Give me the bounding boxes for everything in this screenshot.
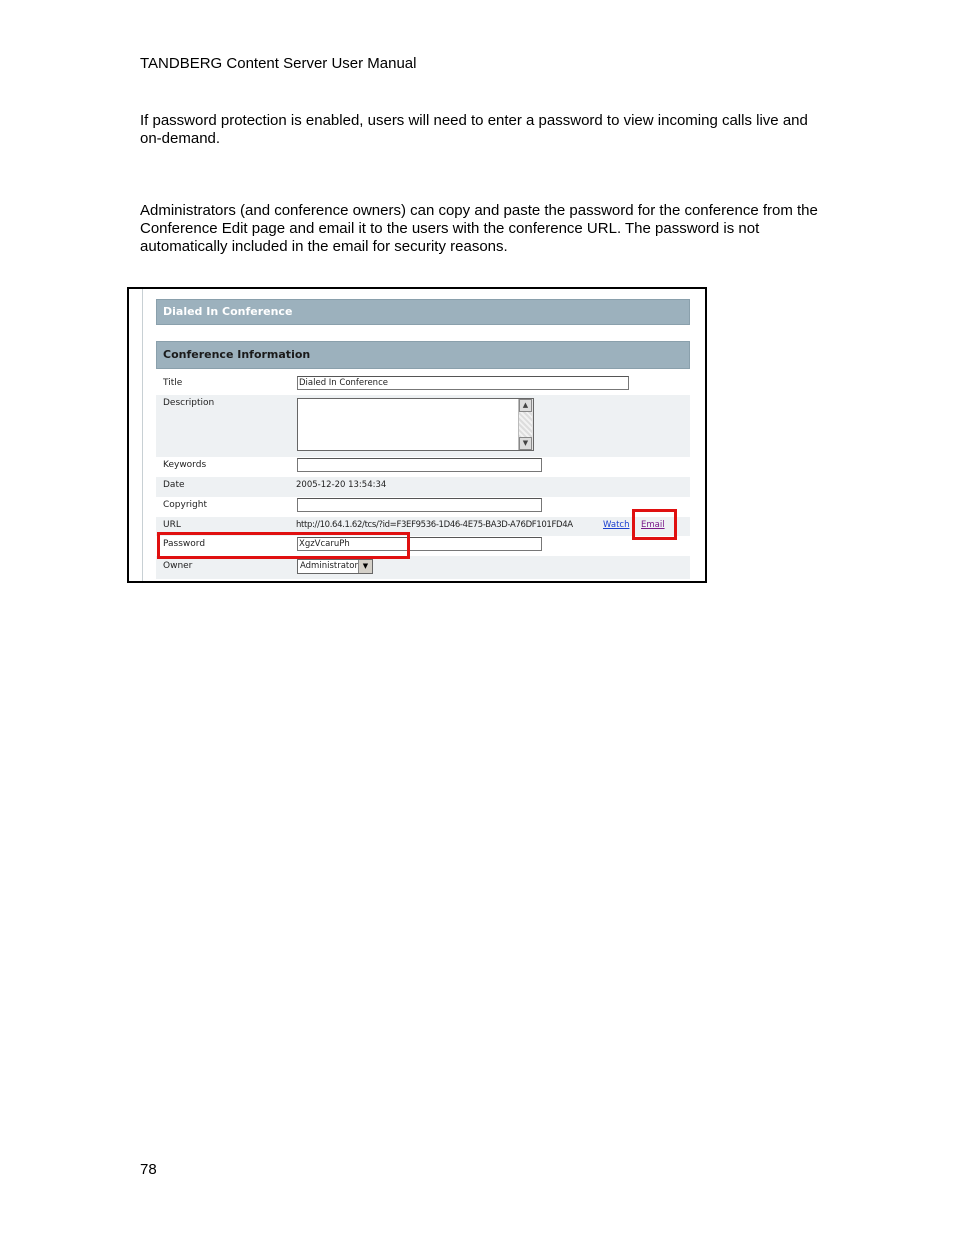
owner-selected-value: Administrator <box>300 561 358 571</box>
scroll-track[interactable] <box>519 412 532 437</box>
document-header: TANDBERG Content Server User Manual <box>140 55 417 72</box>
page-title: Dialed In Conference <box>156 299 690 325</box>
date-label: Date <box>163 480 185 490</box>
date-value: 2005-12-20 13:54:34 <box>296 480 387 490</box>
description-label: Description <box>163 398 215 408</box>
scroll-up-icon[interactable]: ▲ <box>519 399 532 412</box>
password-label: Password <box>163 539 206 549</box>
title-label: Title <box>163 378 183 388</box>
row-title <box>156 375 690 395</box>
section-title: Conference Information <box>156 341 690 369</box>
title-input[interactable]: Dialed In Conference <box>297 376 629 390</box>
row-url <box>156 517 690 536</box>
paragraph-password-protection: If password protection is enabled, users will need to enter a password to view incoming calls live and on-demand. <box>140 112 808 147</box>
row-password <box>156 536 690 556</box>
url-value: http://10.64.1.62/tcs/?id=F3EF9536-1D46-4E75-BA3D-A76DF101FD4A <box>296 520 573 530</box>
owner-label: Owner <box>163 561 193 571</box>
description-scrollbar[interactable] <box>518 399 533 450</box>
password-input[interactable]: XgzVcaruPh <box>297 537 542 551</box>
dropdown-arrow-icon[interactable]: ▼ <box>358 560 372 573</box>
url-label: URL <box>163 520 181 530</box>
row-keywords <box>156 457 690 477</box>
row-date <box>156 477 690 497</box>
scroll-down-icon[interactable]: ▼ <box>519 437 532 450</box>
keywords-input[interactable] <box>297 458 542 472</box>
description-textarea[interactable] <box>297 398 534 451</box>
keywords-label: Keywords <box>163 460 207 470</box>
copyright-label: Copyright <box>163 500 207 510</box>
page-number: 78 <box>140 1161 157 1178</box>
row-copyright <box>156 497 690 517</box>
row-owner <box>156 556 690 579</box>
owner-select[interactable] <box>297 559 373 574</box>
row-description <box>156 395 690 457</box>
email-link[interactable]: Email <box>641 520 665 530</box>
copyright-input[interactable] <box>297 498 542 512</box>
left-divider <box>142 289 143 581</box>
paragraph-copy-password: Administrators (and conference owners) can copy and paste the password for the conference from the Conference Edit page and email it to the users with the conference URL. The password is not automatically included in the email for security reasons. <box>140 202 818 255</box>
watch-link[interactable]: Watch <box>603 520 630 530</box>
conference-edit-screenshot <box>127 287 707 583</box>
